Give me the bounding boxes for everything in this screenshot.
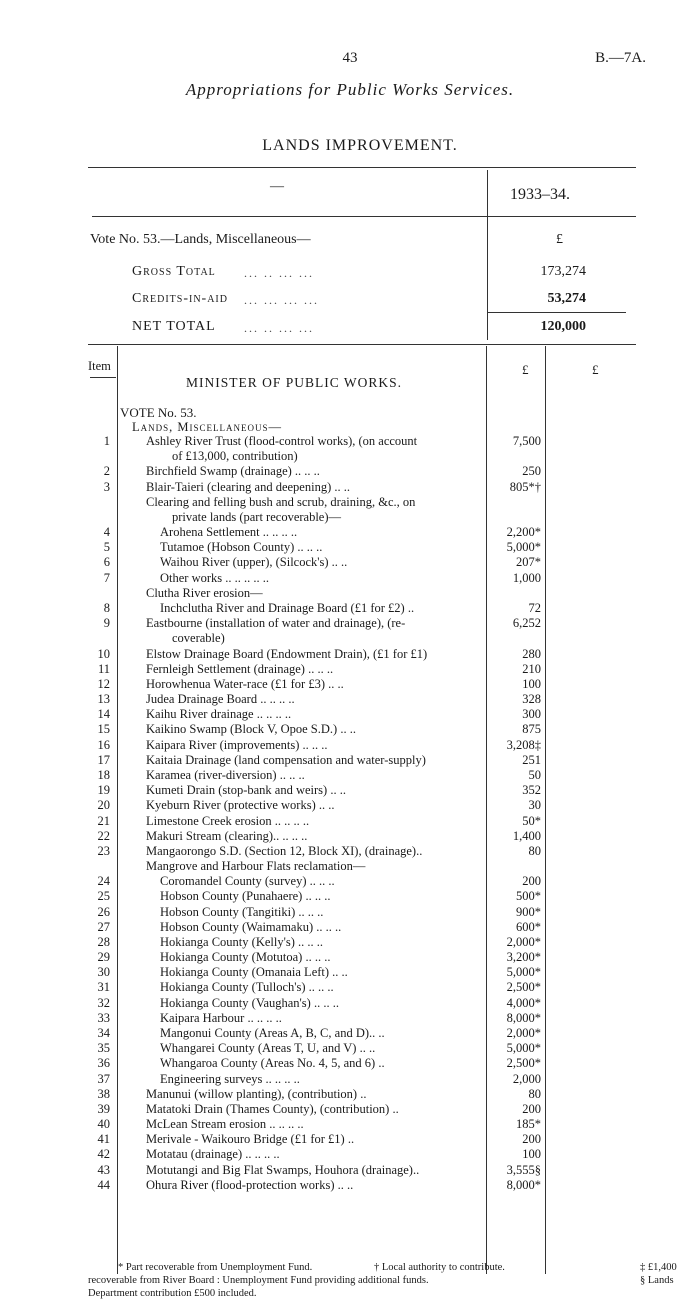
amount-currency-1: £	[522, 362, 529, 377]
item-amount: 250	[522, 464, 541, 478]
footnote-lands-department: Department contribution £500 included.	[88, 1288, 257, 1299]
item-column-divider	[117, 346, 118, 1274]
item-amount: 2,200*	[506, 525, 541, 539]
item-description: Kumeti Drain (stop-bank and weirs) .. ..	[146, 783, 346, 797]
item-description: Hobson County (Tangitiki) .. .. ..	[160, 905, 324, 919]
item-number: 26	[97, 905, 110, 919]
summary-currency: £	[556, 232, 563, 247]
item-number: 5	[103, 540, 110, 554]
item-number: 30	[97, 965, 110, 979]
item-number: 33	[97, 1011, 110, 1025]
item-description: Clutha River erosion—	[146, 586, 263, 600]
item-number: 4	[103, 525, 110, 539]
item-amount: 200	[522, 1132, 541, 1146]
item-description: Fernleigh Settlement (drainage) .. .. ..	[146, 662, 334, 676]
item-description: Motatau (drainage) .. .. .. ..	[146, 1147, 280, 1161]
item-description: Clearing and felling bush and scrub, draining, &c., on	[146, 495, 416, 509]
item-description: Kaipara River (improvements) .. .. ..	[146, 738, 328, 752]
item-amount: 100	[522, 1147, 541, 1161]
item-number: 24	[97, 874, 110, 888]
amount-currency-2: £	[592, 362, 599, 377]
vote-subhead: Lands, Miscellaneous—	[132, 420, 283, 434]
item-amount: 352	[522, 783, 541, 797]
item-number: 15	[97, 722, 110, 736]
item-number: 43	[97, 1163, 110, 1177]
item-number: 12	[97, 677, 110, 691]
item-description: Inchclutha River and Drainage Board (£1 for £2) ..	[160, 601, 415, 615]
item-amount: 900*	[516, 905, 541, 919]
item-number: 40	[97, 1117, 110, 1131]
item-number: 37	[97, 1072, 110, 1086]
item-amount: 1,000	[512, 571, 541, 585]
item-column-header: Item	[88, 359, 111, 373]
item-description: Engineering surveys .. .. .. ..	[160, 1072, 300, 1086]
item-description: private lands (part recoverable)—	[172, 510, 342, 524]
item-number: 17	[97, 753, 110, 767]
item-description: Matatoki Drain (Thames County), (contribution) ..	[146, 1102, 399, 1116]
item-number: 11	[97, 662, 110, 676]
item-amount: 3,208‡	[506, 738, 541, 752]
minister-heading: MINISTER OF PUBLIC WORKS.	[186, 375, 403, 390]
item-description: Blair-Taieri (clearing and deepening) .. ..	[146, 480, 350, 494]
item-description: Hokianga County (Omanaia Left) .. ..	[160, 965, 348, 979]
summary-column-divider	[487, 170, 488, 340]
item-amount: 500*	[516, 889, 541, 903]
item-amount: 600*	[516, 920, 541, 934]
item-number: 16	[97, 738, 110, 752]
item-number: 2	[103, 464, 110, 478]
item-number: 10	[97, 647, 110, 661]
item-number: 20	[97, 798, 110, 812]
item-amount: 72	[528, 601, 541, 615]
item-number: 27	[97, 920, 110, 934]
item-description: Coromandel County (survey) .. .. ..	[160, 874, 335, 888]
item-number: 23	[97, 844, 110, 858]
item-description: Hobson County (Waimamaku) .. .. ..	[160, 920, 342, 934]
item-description: Makuri Stream (clearing).. .. .. ..	[146, 829, 308, 843]
item-description: Kyeburn River (protective works) .. ..	[146, 798, 335, 812]
item-number: 19	[97, 783, 110, 797]
item-description: Kaikino Swamp (Block V, Opoe S.D.) .. ..	[146, 722, 356, 736]
net-total-rule	[488, 312, 626, 313]
footnote-dagger: † Local authority to contribute.	[374, 1262, 505, 1273]
item-number: 8	[103, 601, 110, 615]
credits-in-aid-value: 53,274	[547, 291, 586, 306]
item-amount: 251	[522, 753, 541, 767]
item-description: Hokianga County (Tulloch's) .. .. ..	[160, 980, 334, 994]
item-amount: 5,000*	[506, 965, 541, 979]
net-total-label: NET TOTAL	[132, 319, 216, 334]
item-description: Ohura River (flood-protection works) .. ..	[146, 1178, 354, 1192]
item-amount: 2,500*	[506, 1056, 541, 1070]
vote-heading: VOTE No. 53.	[120, 405, 197, 420]
item-amount: 3,200*	[506, 950, 541, 964]
amount-column-divider-2	[545, 346, 546, 1274]
gross-total-leaders: ... .. ... ...	[244, 266, 314, 280]
item-description: Manunui (willow planting), (contribution) ..	[146, 1087, 367, 1101]
item-header-rule	[90, 377, 116, 378]
item-description: Hokianga County (Kelly's) .. .. ..	[160, 935, 323, 949]
item-amount: 805*†	[509, 480, 541, 494]
item-description: coverable)	[172, 631, 225, 645]
item-amount: 210	[522, 662, 541, 676]
item-amount: 2,000*	[506, 1026, 541, 1040]
credits-in-aid-leaders: ... ... ... ...	[244, 293, 319, 307]
item-amount: 2,000	[512, 1072, 541, 1086]
document-code: B.—7A.	[595, 50, 646, 66]
item-description: McLean Stream erosion .. .. .. ..	[146, 1117, 304, 1131]
item-description: Limestone Creek erosion .. .. .. ..	[146, 814, 310, 828]
item-description: Arohena Settlement .. .. .. ..	[160, 525, 298, 539]
item-description: Other works .. .. .. .. ..	[160, 571, 270, 585]
item-description: Karamea (river-diversion) .. .. ..	[146, 768, 305, 782]
section-title: LANDS IMPROVEMENT.	[262, 137, 458, 154]
item-amount: 4,000*	[506, 996, 541, 1010]
item-number: 28	[97, 935, 110, 949]
item-amount: 185*	[516, 1117, 541, 1131]
item-amount: 30	[528, 798, 541, 812]
item-number: 41	[97, 1132, 110, 1146]
credits-in-aid-label: Credits-in-aid	[132, 291, 228, 306]
item-amount: 200	[522, 1102, 541, 1116]
item-description: Hokianga County (Vaughan's) .. .. ..	[160, 996, 339, 1010]
item-number: 39	[97, 1102, 110, 1116]
summary-bottom-rule	[88, 344, 636, 345]
item-amount: 8,000*	[506, 1178, 541, 1192]
net-total-leaders: ... .. ... ...	[244, 321, 314, 335]
item-number: 3	[103, 480, 110, 494]
item-amount: 875	[522, 722, 541, 736]
item-number: 32	[97, 996, 110, 1010]
item-description: Ashley River Trust (flood-control works), (on account	[146, 434, 418, 448]
item-description: Kaipara Harbour .. .. .. ..	[160, 1011, 282, 1025]
item-description: Kaihu River drainage .. .. .. ..	[146, 707, 292, 721]
item-amount: 100	[522, 677, 541, 691]
item-description: Merivale - Waikouro Bridge (£1 for £1) ..	[146, 1132, 355, 1146]
item-amount: 300	[522, 707, 541, 721]
item-description: Whangarei County (Areas T, U, and V) .. ..	[160, 1041, 376, 1055]
summary-year-header: 1933–34.	[510, 186, 570, 203]
gross-total-value: 173,274	[540, 264, 586, 279]
item-description: Mangonui County (Areas A, B, C, and D).. ..	[160, 1026, 385, 1040]
item-number: 1	[103, 434, 110, 448]
item-number: 9	[103, 616, 110, 630]
item-amount: 328	[522, 692, 541, 706]
item-description: Waihou River (upper), (Silcock's) .. ..	[160, 555, 348, 569]
item-number: 42	[97, 1147, 110, 1161]
item-number: 18	[97, 768, 110, 782]
item-description: Elstow Drainage Board (Endowment Drain), (£1 for £1)	[146, 647, 428, 661]
item-amount: 1,400	[512, 829, 541, 843]
summary-column-dash: —	[270, 179, 284, 194]
item-number: 7	[103, 571, 110, 585]
item-description: Whangaroa County (Areas No. 4, 5, and 6) ..	[160, 1056, 385, 1070]
item-number: 35	[97, 1041, 110, 1055]
item-amount: 5,000*	[506, 1041, 541, 1055]
item-amount: 8,000*	[506, 1011, 541, 1025]
item-amount: 207*	[516, 555, 541, 569]
item-description: Horowhenua Water-race (£1 for £3) .. ..	[146, 677, 344, 691]
page-number: 43	[342, 50, 358, 66]
gross-total-label: Gross Total	[132, 264, 216, 279]
item-number: 31	[97, 980, 110, 994]
item-description: Kaitaia Drainage (land compensation and water-supply)	[146, 753, 426, 767]
item-amount: 5,000*	[506, 540, 541, 554]
item-description: Hobson County (Punahaere) .. .. ..	[160, 889, 331, 903]
item-number: 6	[103, 555, 110, 569]
item-description: of £13,000, contribution)	[172, 449, 298, 463]
footnote-river-board: recoverable from River Board : Unemployment Fund providing additional funds.	[88, 1275, 429, 1286]
item-amount: 200	[522, 874, 541, 888]
net-total-value: 120,000	[540, 319, 586, 334]
item-description: Eastbourne (installation of water and drainage), (re-	[146, 616, 406, 630]
item-number: 21	[97, 814, 110, 828]
item-amount: 280	[522, 647, 541, 661]
summary-header-rule	[92, 216, 636, 217]
item-number: 14	[97, 707, 110, 721]
footnote-section: § Lands	[640, 1275, 674, 1286]
item-amount: 80	[528, 1087, 541, 1101]
item-amount: 50	[528, 768, 541, 782]
item-number: 25	[97, 889, 110, 903]
item-amount: 50*	[522, 814, 541, 828]
item-description: Hokianga County (Motutoa) .. .. ..	[160, 950, 331, 964]
item-amount: 6,252	[512, 616, 541, 630]
summary-top-rule	[88, 167, 636, 168]
item-number: 13	[97, 692, 110, 706]
item-amount: 7,500	[512, 434, 541, 448]
item-amount: 2,000*	[506, 935, 541, 949]
item-description: Mangrove and Harbour Flats reclamation—	[146, 859, 366, 873]
item-number: 29	[97, 950, 110, 964]
page-title: Appropriations for Public Works Services.	[185, 80, 515, 99]
item-description: Judea Drainage Board .. .. .. ..	[146, 692, 295, 706]
item-description: Tutamoe (Hobson County) .. .. ..	[160, 540, 323, 554]
item-number: 22	[97, 829, 110, 843]
item-amount: 2,500*	[506, 980, 541, 994]
item-number: 44	[97, 1178, 110, 1192]
item-description: Motutangi and Big Flat Swamps, Houhora (drainage)..	[146, 1163, 420, 1177]
item-number: 34	[97, 1026, 110, 1040]
item-number: 38	[97, 1087, 110, 1101]
item-description: Mangaorongo S.D. (Section 12, Block XI), (drainage)..	[146, 844, 423, 858]
item-description: Birchfield Swamp (drainage) .. .. ..	[146, 464, 320, 478]
item-number: 36	[97, 1056, 110, 1070]
summary-vote-label: Vote No. 53.—Lands, Miscellaneous—	[90, 232, 311, 247]
item-amount: 3,555§	[506, 1163, 541, 1177]
item-amount: 80	[528, 844, 541, 858]
footnote-asterisk: * Part recoverable from Unemployment Fund.	[118, 1262, 313, 1273]
footnote-double-dagger: ‡ £1,400	[640, 1262, 677, 1273]
